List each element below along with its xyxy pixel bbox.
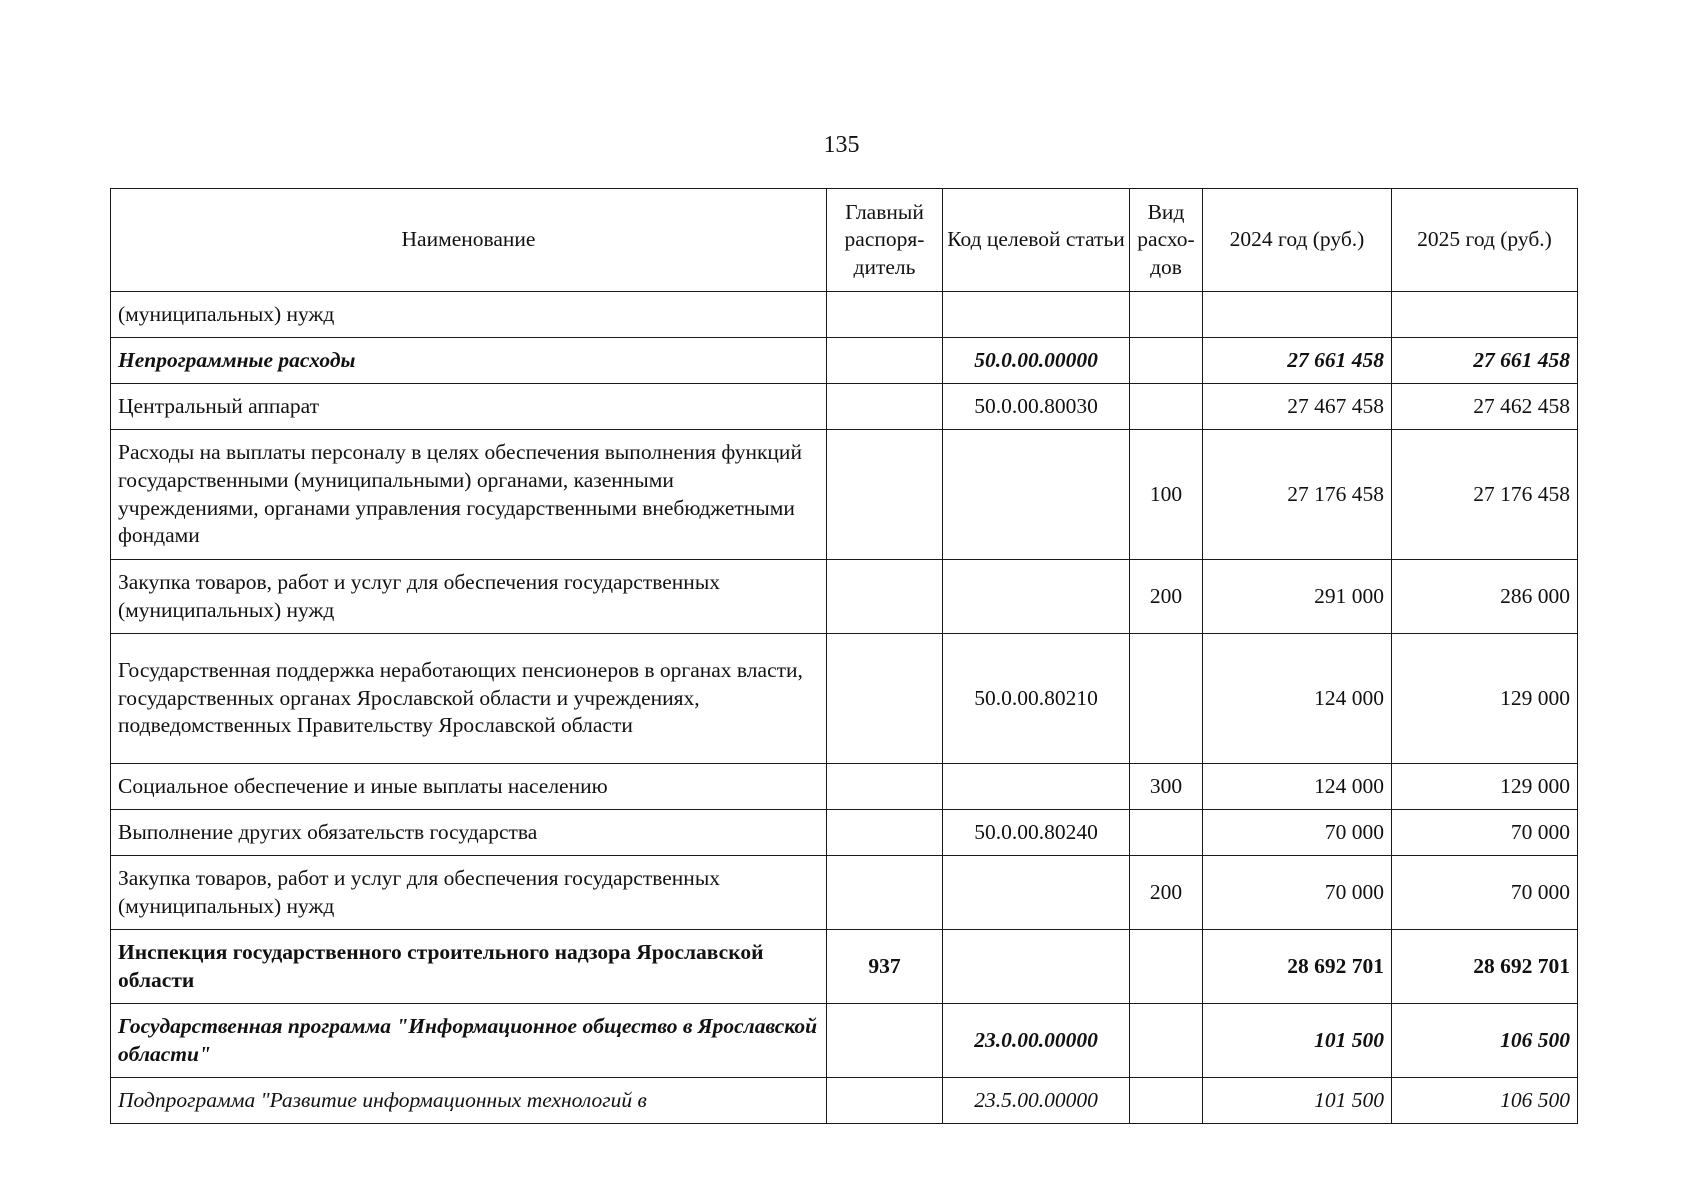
cell-name: Закупка товаров, работ и услуг для обеспечения государственных (муниципальных) нужд (111, 856, 827, 930)
header-2024: 2024 год (руб.) (1203, 189, 1392, 292)
header-2025: 2025 год (руб.) (1392, 189, 1578, 292)
cell-2025: 106 500 (1392, 1004, 1578, 1078)
cell-2024: 27 467 458 (1203, 384, 1392, 430)
page-number: 135 (823, 132, 860, 158)
cell-type (1130, 1078, 1203, 1124)
cell-code: 23.0.00.00000 (943, 1004, 1130, 1078)
cell-code: 23.5.00.00000 (943, 1078, 1130, 1124)
cell-2025: 70 000 (1392, 856, 1578, 930)
cell-code: 50.0.00.80210 (943, 634, 1130, 764)
table-row (111, 292, 1578, 338)
table-row (111, 1004, 1578, 1078)
cell-code (943, 430, 1130, 560)
cell-2025 (1392, 292, 1578, 338)
header-name: Наименование (111, 189, 827, 292)
cell-type (1130, 810, 1203, 856)
cell-type: 300 (1130, 764, 1203, 810)
cell-code: 50.0.00.00000 (943, 338, 1130, 384)
table-row (111, 634, 1578, 764)
cell-type: 100 (1130, 430, 1203, 560)
table-row (111, 764, 1578, 810)
cell-type: 200 (1130, 856, 1203, 930)
cell-2024: 291 000 (1203, 560, 1392, 634)
cell-code: 50.0.00.80240 (943, 810, 1130, 856)
cell-manager (827, 292, 943, 338)
cell-name: Закупка товаров, работ и услуг для обеспечения государственных (муниципальных) нужд (111, 560, 827, 634)
cell-2024: 101 500 (1203, 1078, 1392, 1124)
table-row (111, 1078, 1578, 1124)
cell-name: (муниципальных) нужд (111, 292, 827, 338)
cell-name: Непрограммные расходы (111, 338, 827, 384)
cell-name: Центральный аппарат (111, 384, 827, 430)
header-code: Код целевой статьи (943, 189, 1130, 292)
cell-code (943, 764, 1130, 810)
header-manager: Главный распоря-дитель (827, 189, 943, 292)
cell-type (1130, 338, 1203, 384)
cell-manager (827, 338, 943, 384)
cell-code (943, 560, 1130, 634)
cell-2024: 124 000 (1203, 634, 1392, 764)
cell-2025: 286 000 (1392, 560, 1578, 634)
cell-manager (827, 856, 943, 930)
cell-2025: 28 692 701 (1392, 930, 1578, 1004)
cell-name: Расходы на выплаты персоналу в целях обеспечения выполнения функций государственными (муниципальными) органами, казенными учреждениями, органами управления государственными внебюджетными фондами (111, 430, 827, 560)
cell-2024: 70 000 (1203, 810, 1392, 856)
cell-type: 200 (1130, 560, 1203, 634)
cell-manager (827, 1004, 943, 1078)
cell-type (1130, 384, 1203, 430)
table-row (111, 338, 1578, 384)
cell-name: Государственная программа "Информационное общество в Ярославской области" (111, 1004, 827, 1078)
budget-table (110, 188, 1578, 1124)
cell-code (943, 856, 1130, 930)
header-type: Вид расхо-дов (1130, 189, 1203, 292)
cell-manager: 937 (827, 930, 943, 1004)
cell-manager (827, 764, 943, 810)
cell-2025: 129 000 (1392, 764, 1578, 810)
cell-type (1130, 930, 1203, 1004)
cell-2025: 27 176 458 (1392, 430, 1578, 560)
table-header-row (111, 189, 1578, 292)
cell-manager (827, 810, 943, 856)
table-row (111, 430, 1578, 560)
cell-2024 (1203, 292, 1392, 338)
cell-name: Государственная поддержка неработающих пенсионеров в органах власти, государственных органах Ярославской области и учреждениях, подведомственных Правительству Ярославской области (111, 634, 827, 764)
cell-code (943, 292, 1130, 338)
cell-2024: 27 176 458 (1203, 430, 1392, 560)
cell-2025: 129 000 (1392, 634, 1578, 764)
cell-name: Подпрограмма "Развитие информационных технологий в (111, 1078, 827, 1124)
cell-2024: 70 000 (1203, 856, 1392, 930)
cell-code: 50.0.00.80030 (943, 384, 1130, 430)
cell-2025: 27 661 458 (1392, 338, 1578, 384)
cell-type (1130, 292, 1203, 338)
cell-name: Социальное обеспечение и иные выплаты населению (111, 764, 827, 810)
cell-manager (827, 430, 943, 560)
cell-2025: 70 000 (1392, 810, 1578, 856)
cell-2024: 27 661 458 (1203, 338, 1392, 384)
cell-type (1130, 1004, 1203, 1078)
cell-name: Выполнение других обязательств государства (111, 810, 827, 856)
cell-name: Инспекция государственного строительного надзора Ярославской области (111, 930, 827, 1004)
cell-manager (827, 384, 943, 430)
cell-2025: 106 500 (1392, 1078, 1578, 1124)
cell-2024: 28 692 701 (1203, 930, 1392, 1004)
cell-manager (827, 634, 943, 764)
table-row (111, 810, 1578, 856)
cell-type (1130, 634, 1203, 764)
cell-manager (827, 1078, 943, 1124)
table-row (111, 384, 1578, 430)
cell-manager (827, 560, 943, 634)
table-row (111, 930, 1578, 1004)
table-row (111, 560, 1578, 634)
cell-2024: 124 000 (1203, 764, 1392, 810)
table-row (111, 856, 1578, 930)
cell-2025: 27 462 458 (1392, 384, 1578, 430)
cell-code (943, 930, 1130, 1004)
cell-2024: 101 500 (1203, 1004, 1392, 1078)
